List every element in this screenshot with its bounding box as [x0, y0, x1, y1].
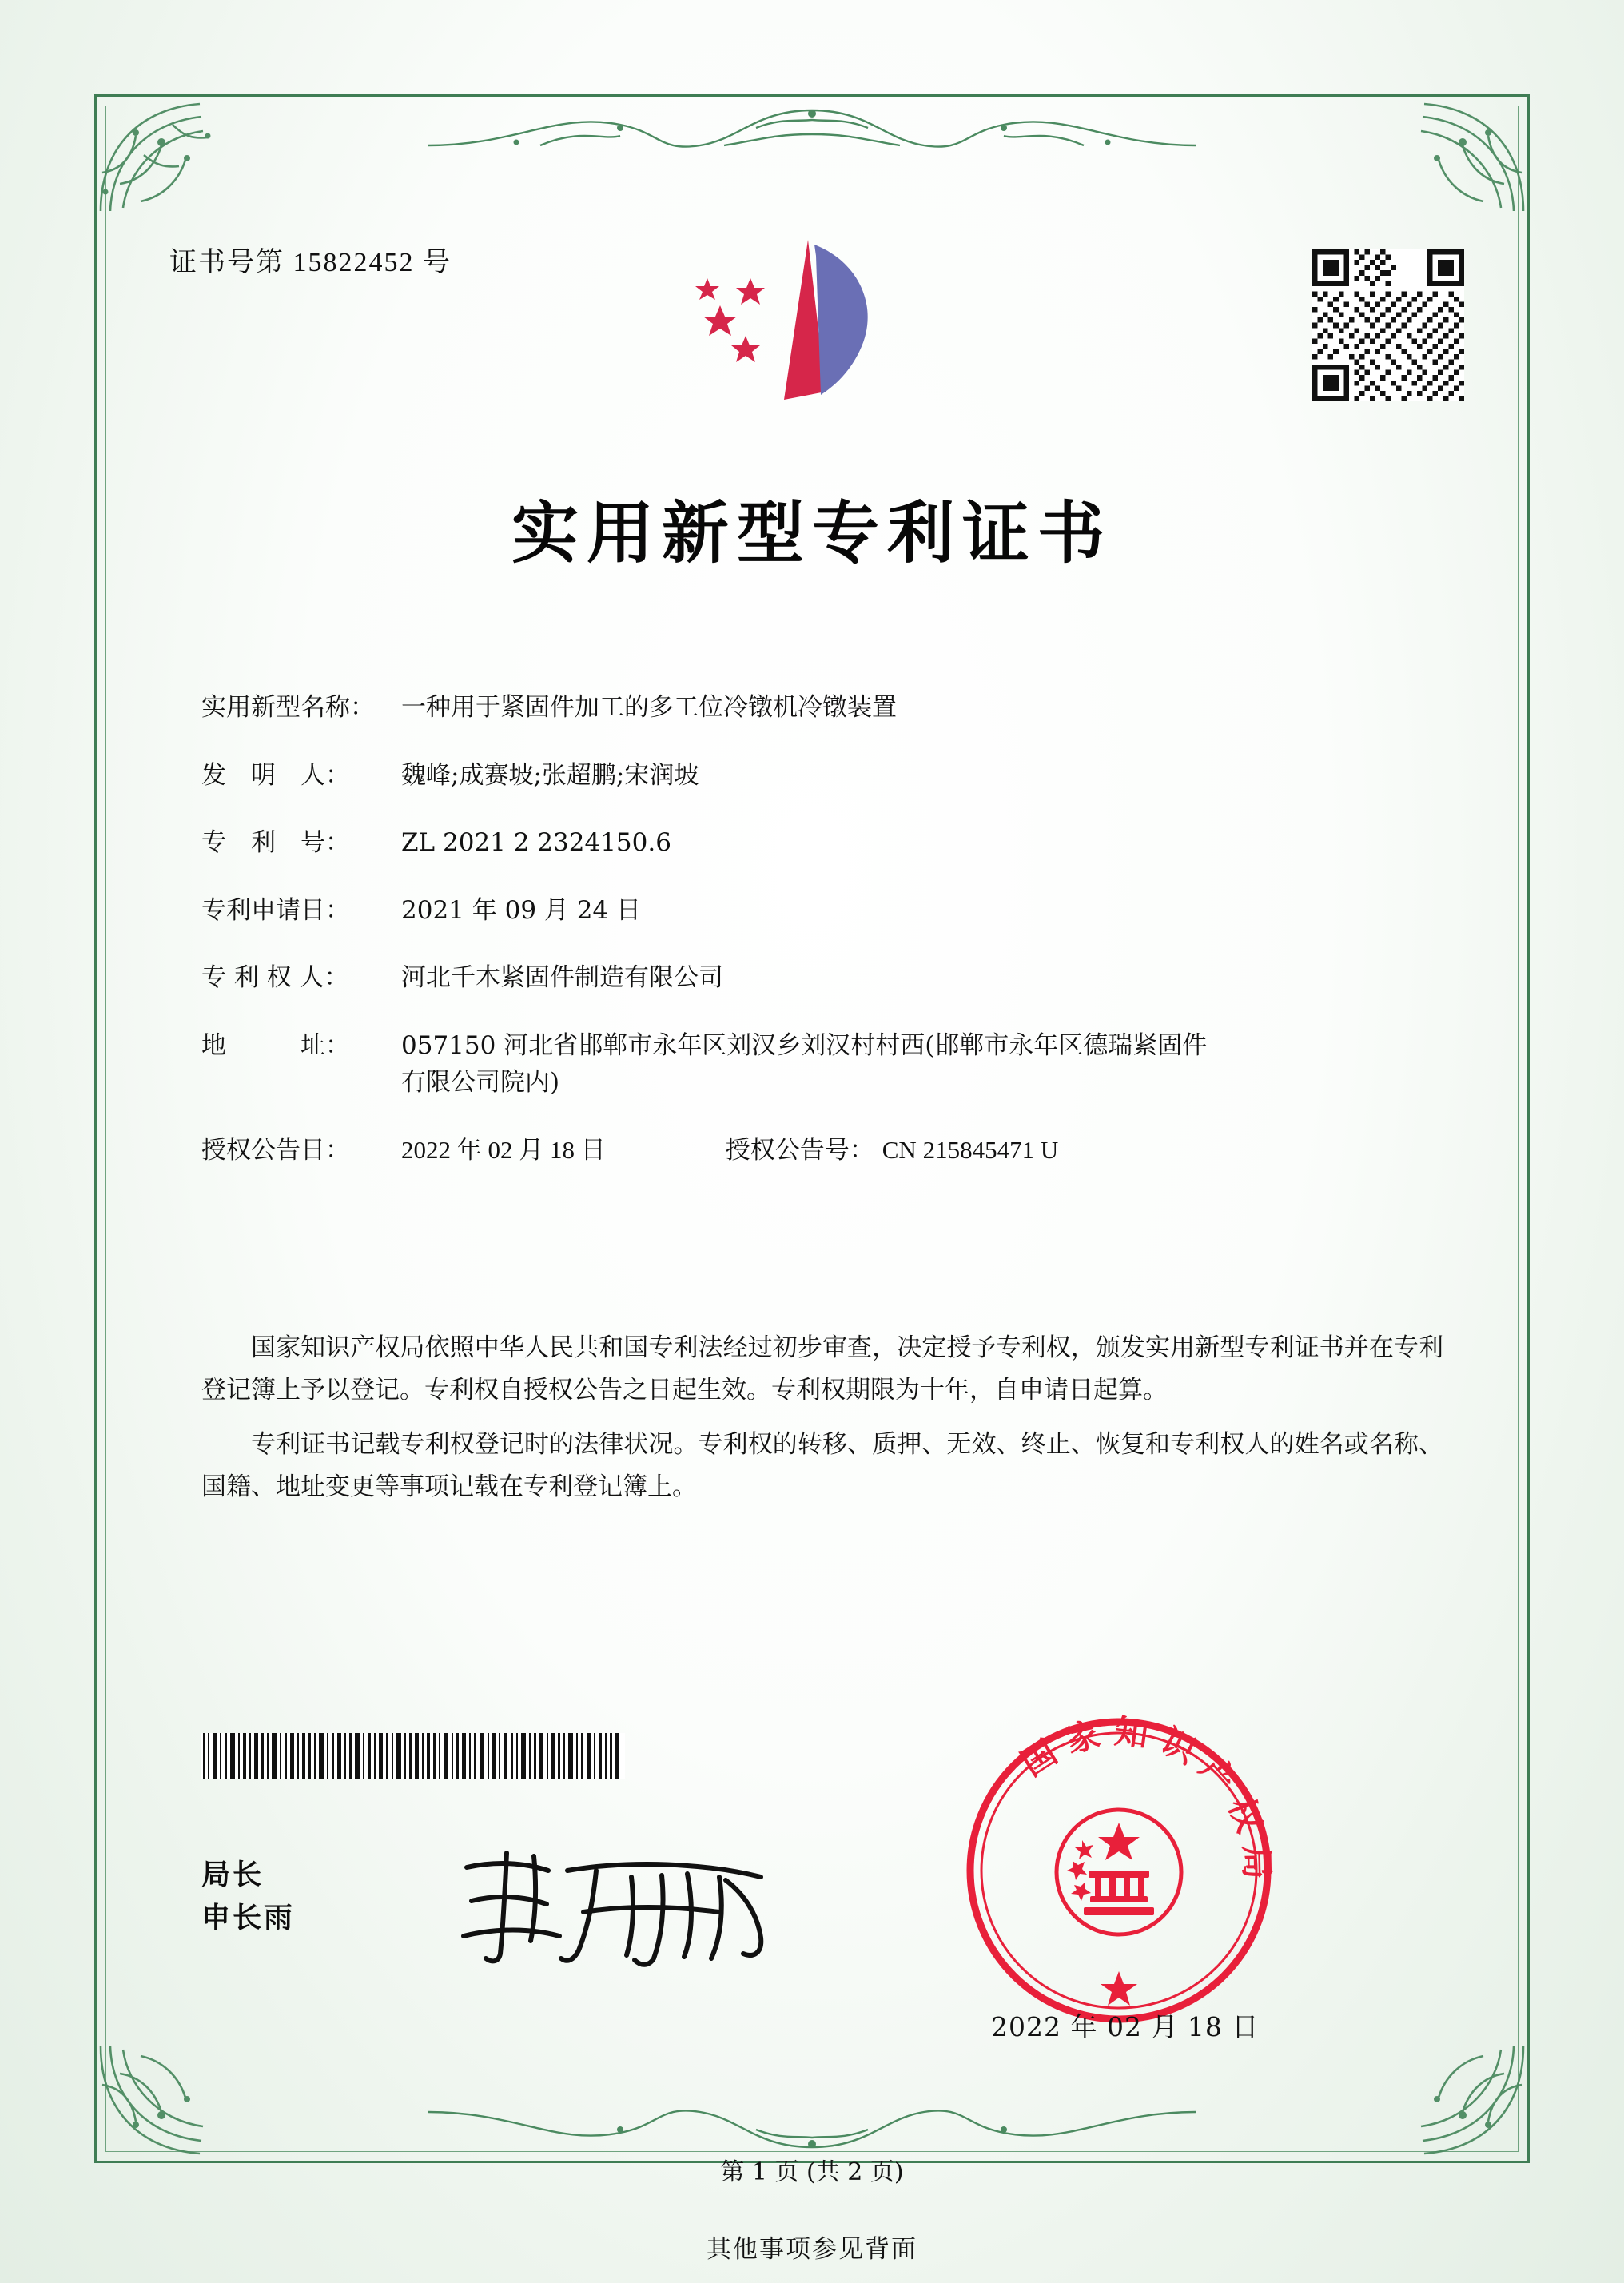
certificate-number: 证书号第 15822452 号 [169, 248, 452, 277]
field-value: 魏峰;成赛坡;张超鹏;宋润坡 [401, 760, 699, 790]
corner-ornament-bottom-left [96, 2042, 248, 2161]
footer-note: 其他事项参见背面 [707, 2235, 917, 2264]
corner-ornament-top-left [96, 96, 248, 216]
field-row-utility-model-name [201, 689, 1448, 727]
legal-text [201, 1327, 1443, 1520]
field-label: 发 明 人： [201, 760, 350, 790]
grant-date-label: 授权公告日： [201, 1135, 350, 1165]
field-row-patent-number [201, 824, 1448, 862]
field-row-grant-announcement [201, 1132, 1448, 1169]
field-row-application-date [201, 892, 1448, 930]
field-label: 专利申请日： [201, 895, 350, 925]
field-row-patentee [201, 959, 1448, 997]
field-label: 专 利 号： [201, 828, 350, 857]
field-value: 河北千木紧固件制造有限公司 [401, 963, 723, 992]
paragraph-2: 专利证书记载专利权登记时的法律状况。专利权的转移、质押、无效、终止、恢复和专利权人的姓名或名称、国籍、地址变更等事项记载在专利登记簿上。 [201, 1429, 1443, 1501]
field-label: 地 址： [201, 1030, 350, 1060]
director-block [201, 1853, 295, 1939]
field-label: 专 利 权 人： [201, 963, 349, 992]
field-value: 2021 年 09 月 24 日 [401, 895, 642, 925]
top-flourish-ornament [420, 96, 1204, 158]
seal-date: 2022 年 02 月 18 日 [991, 2011, 1260, 2042]
field-list [201, 689, 1448, 1199]
grant-number-value: CN 215845471 U [882, 1135, 1059, 1164]
cnipa-logo-icon [688, 232, 936, 424]
corner-ornament-top-right [1376, 96, 1528, 216]
field-label: 实用新型名称： [201, 693, 375, 722]
qr-code [1312, 249, 1464, 401]
svg-text:国家知识产权局: 国家知识产权局 [1014, 1711, 1277, 1891]
paragraph-1: 国家知识产权局依照中华人民共和国专利法经过初步审查，决定授予专利权，颁发实用新型专利证书并在专利登记簿上予以登记。专利权自授权公告之日起生效。专利权期限为十年，自申请日起算。 [201, 1333, 1443, 1405]
field-row-address [201, 1027, 1448, 1102]
grant-number-label: 授权公告号： [725, 1135, 874, 1164]
field-value: 057150 河北省邯郸市永年区刘汉乡刘汉村村西(邯郸市永年区德瑞紧固件有限公司院内) [401, 1030, 1208, 1097]
page-title: 实用新型专利证书 [511, 493, 1113, 572]
director-title-label: 局长 [201, 1858, 265, 1891]
director-signature [448, 1839, 791, 1974]
official-seal [951, 1703, 1287, 2038]
field-value: 一种用于紧固件加工的多工位冷镦机冷镦装置 [401, 693, 897, 722]
barcode [201, 1733, 625, 1779]
corner-ornament-bottom-right [1376, 2042, 1528, 2161]
field-row-inventors [201, 757, 1448, 795]
page-number: 第 1 页 (共 2 页) [720, 2158, 904, 2186]
grant-date-value: 2022 年 02 月 18 日 [401, 1135, 606, 1164]
director-name: 申长雨 [201, 1901, 296, 1934]
field-value: ZL 2021 2 2324150.6 [401, 828, 671, 857]
